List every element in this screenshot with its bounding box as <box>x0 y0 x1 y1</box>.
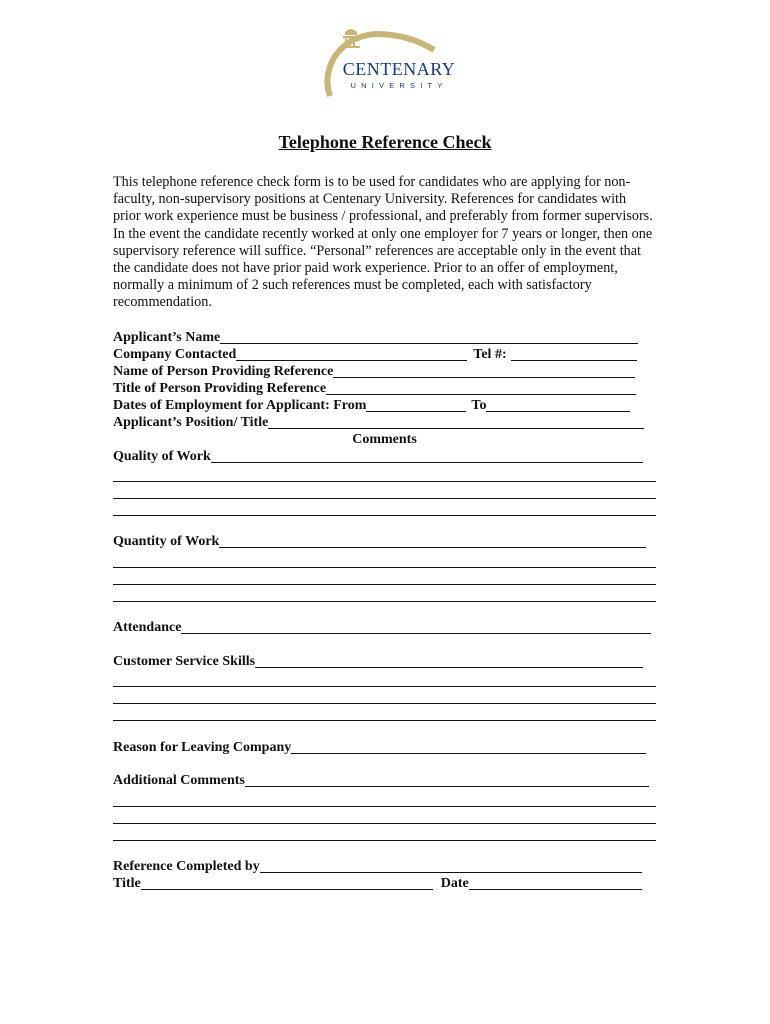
title-date-field[interactable] <box>113 875 642 892</box>
tel-label: Tel #: <box>473 347 507 362</box>
quantity-comment-line[interactable] <box>113 567 656 568</box>
customer-service-line[interactable] <box>255 653 643 668</box>
customer-service-comment-line[interactable] <box>113 703 656 704</box>
additional-comment-line[interactable] <box>113 806 656 807</box>
tel-line[interactable] <box>511 346 637 361</box>
additional-comments-field[interactable] <box>113 772 649 789</box>
reference-title-label: Title of Person Providing Reference <box>113 381 327 396</box>
customer-service-comment-line[interactable] <box>113 720 656 721</box>
attendance-label: Attendance <box>113 620 182 635</box>
applicant-name-field[interactable] <box>113 329 638 346</box>
reference-completed-by-field[interactable] <box>113 858 642 875</box>
reason-for-leaving-label: Reason for Leaving Company <box>113 740 292 755</box>
reason-for-leaving-line[interactable] <box>291 739 646 754</box>
quality-of-work-field[interactable] <box>113 448 643 465</box>
company-contacted-label: Company Contacted <box>113 347 237 362</box>
reason-for-leaving-field[interactable] <box>113 739 646 756</box>
customer-service-label: Customer Service Skills <box>113 654 256 669</box>
quality-of-work-label: Quality of Work <box>113 449 211 464</box>
additional-comment-line[interactable] <box>113 823 656 824</box>
customer-service-field[interactable] <box>113 653 643 670</box>
applicant-name-line[interactable] <box>220 329 638 344</box>
additional-comment-line[interactable] <box>113 840 656 841</box>
quantity-comment-line[interactable] <box>113 601 656 602</box>
quality-comment-line[interactable] <box>113 498 656 499</box>
reference-name-label: Name of Person Providing Reference <box>113 364 334 379</box>
position-field[interactable] <box>113 414 644 431</box>
date-label: Date <box>440 876 469 891</box>
quality-of-work-line[interactable] <box>211 448 643 463</box>
quality-comment-line[interactable] <box>113 515 656 516</box>
dates-to-label: To <box>471 398 487 413</box>
company-contacted-line[interactable] <box>236 346 467 361</box>
intro-paragraph: This telephone reference check form is to be used for candidates who are applying for non-faculty, non-supervisory positions at Centenary University. References for candidates with prior work experience must be business / professional, and preferably from former supervisors. In the event the candidate recently worked at only one employer for 7 years or longer, then one supervisory reference will suffice. “Personal” references are acceptable only in the event that the candidate does not have prior paid work experience. Prior to an offer of employment, normally a minimum of 2 such references must be completed, each with satisfactory recommendation. <box>113 174 653 311</box>
reference-name-field[interactable] <box>113 363 635 380</box>
position-line[interactable] <box>268 414 644 429</box>
comments-header: Comments <box>352 432 417 447</box>
reference-title-line[interactable] <box>326 380 636 395</box>
logo-subtitle: UNIVERSITY <box>350 81 448 90</box>
logo-wordmark: CENTENARY <box>342 59 456 79</box>
reference-title-field[interactable] <box>113 380 636 397</box>
dates-from-label: Dates of Employment for Applicant: From <box>113 398 367 413</box>
additional-comments-line[interactable] <box>245 772 649 787</box>
quality-comment-line[interactable] <box>113 481 656 482</box>
position-label: Applicant’s Position/ Title <box>113 415 269 430</box>
reference-completed-by-line[interactable] <box>260 858 642 873</box>
quantity-of-work-field[interactable] <box>113 533 646 550</box>
quantity-of-work-label: Quantity of Work <box>113 534 220 549</box>
page-title: Telephone Reference Check <box>278 132 492 152</box>
customer-service-comment-line[interactable] <box>113 686 656 687</box>
reference-name-line[interactable] <box>333 363 635 378</box>
completer-title-label: Title <box>113 876 141 891</box>
dates-to-line[interactable] <box>486 397 630 412</box>
dates-from-line[interactable] <box>366 397 466 412</box>
attendance-line[interactable] <box>181 619 651 634</box>
completer-title-line[interactable] <box>141 875 433 890</box>
reference-completed-by-label: Reference Completed by <box>113 859 260 874</box>
centenary-university-logo <box>318 28 458 98</box>
quantity-comment-line[interactable] <box>113 584 656 585</box>
quantity-of-work-line[interactable] <box>219 533 646 548</box>
dates-of-employment-field[interactable] <box>113 397 630 414</box>
company-contacted-field[interactable] <box>113 346 637 363</box>
additional-comments-label: Additional Comments <box>113 773 245 788</box>
applicant-name-label: Applicant’s Name <box>113 330 221 345</box>
attendance-field[interactable] <box>113 619 651 636</box>
date-line[interactable] <box>469 875 642 890</box>
